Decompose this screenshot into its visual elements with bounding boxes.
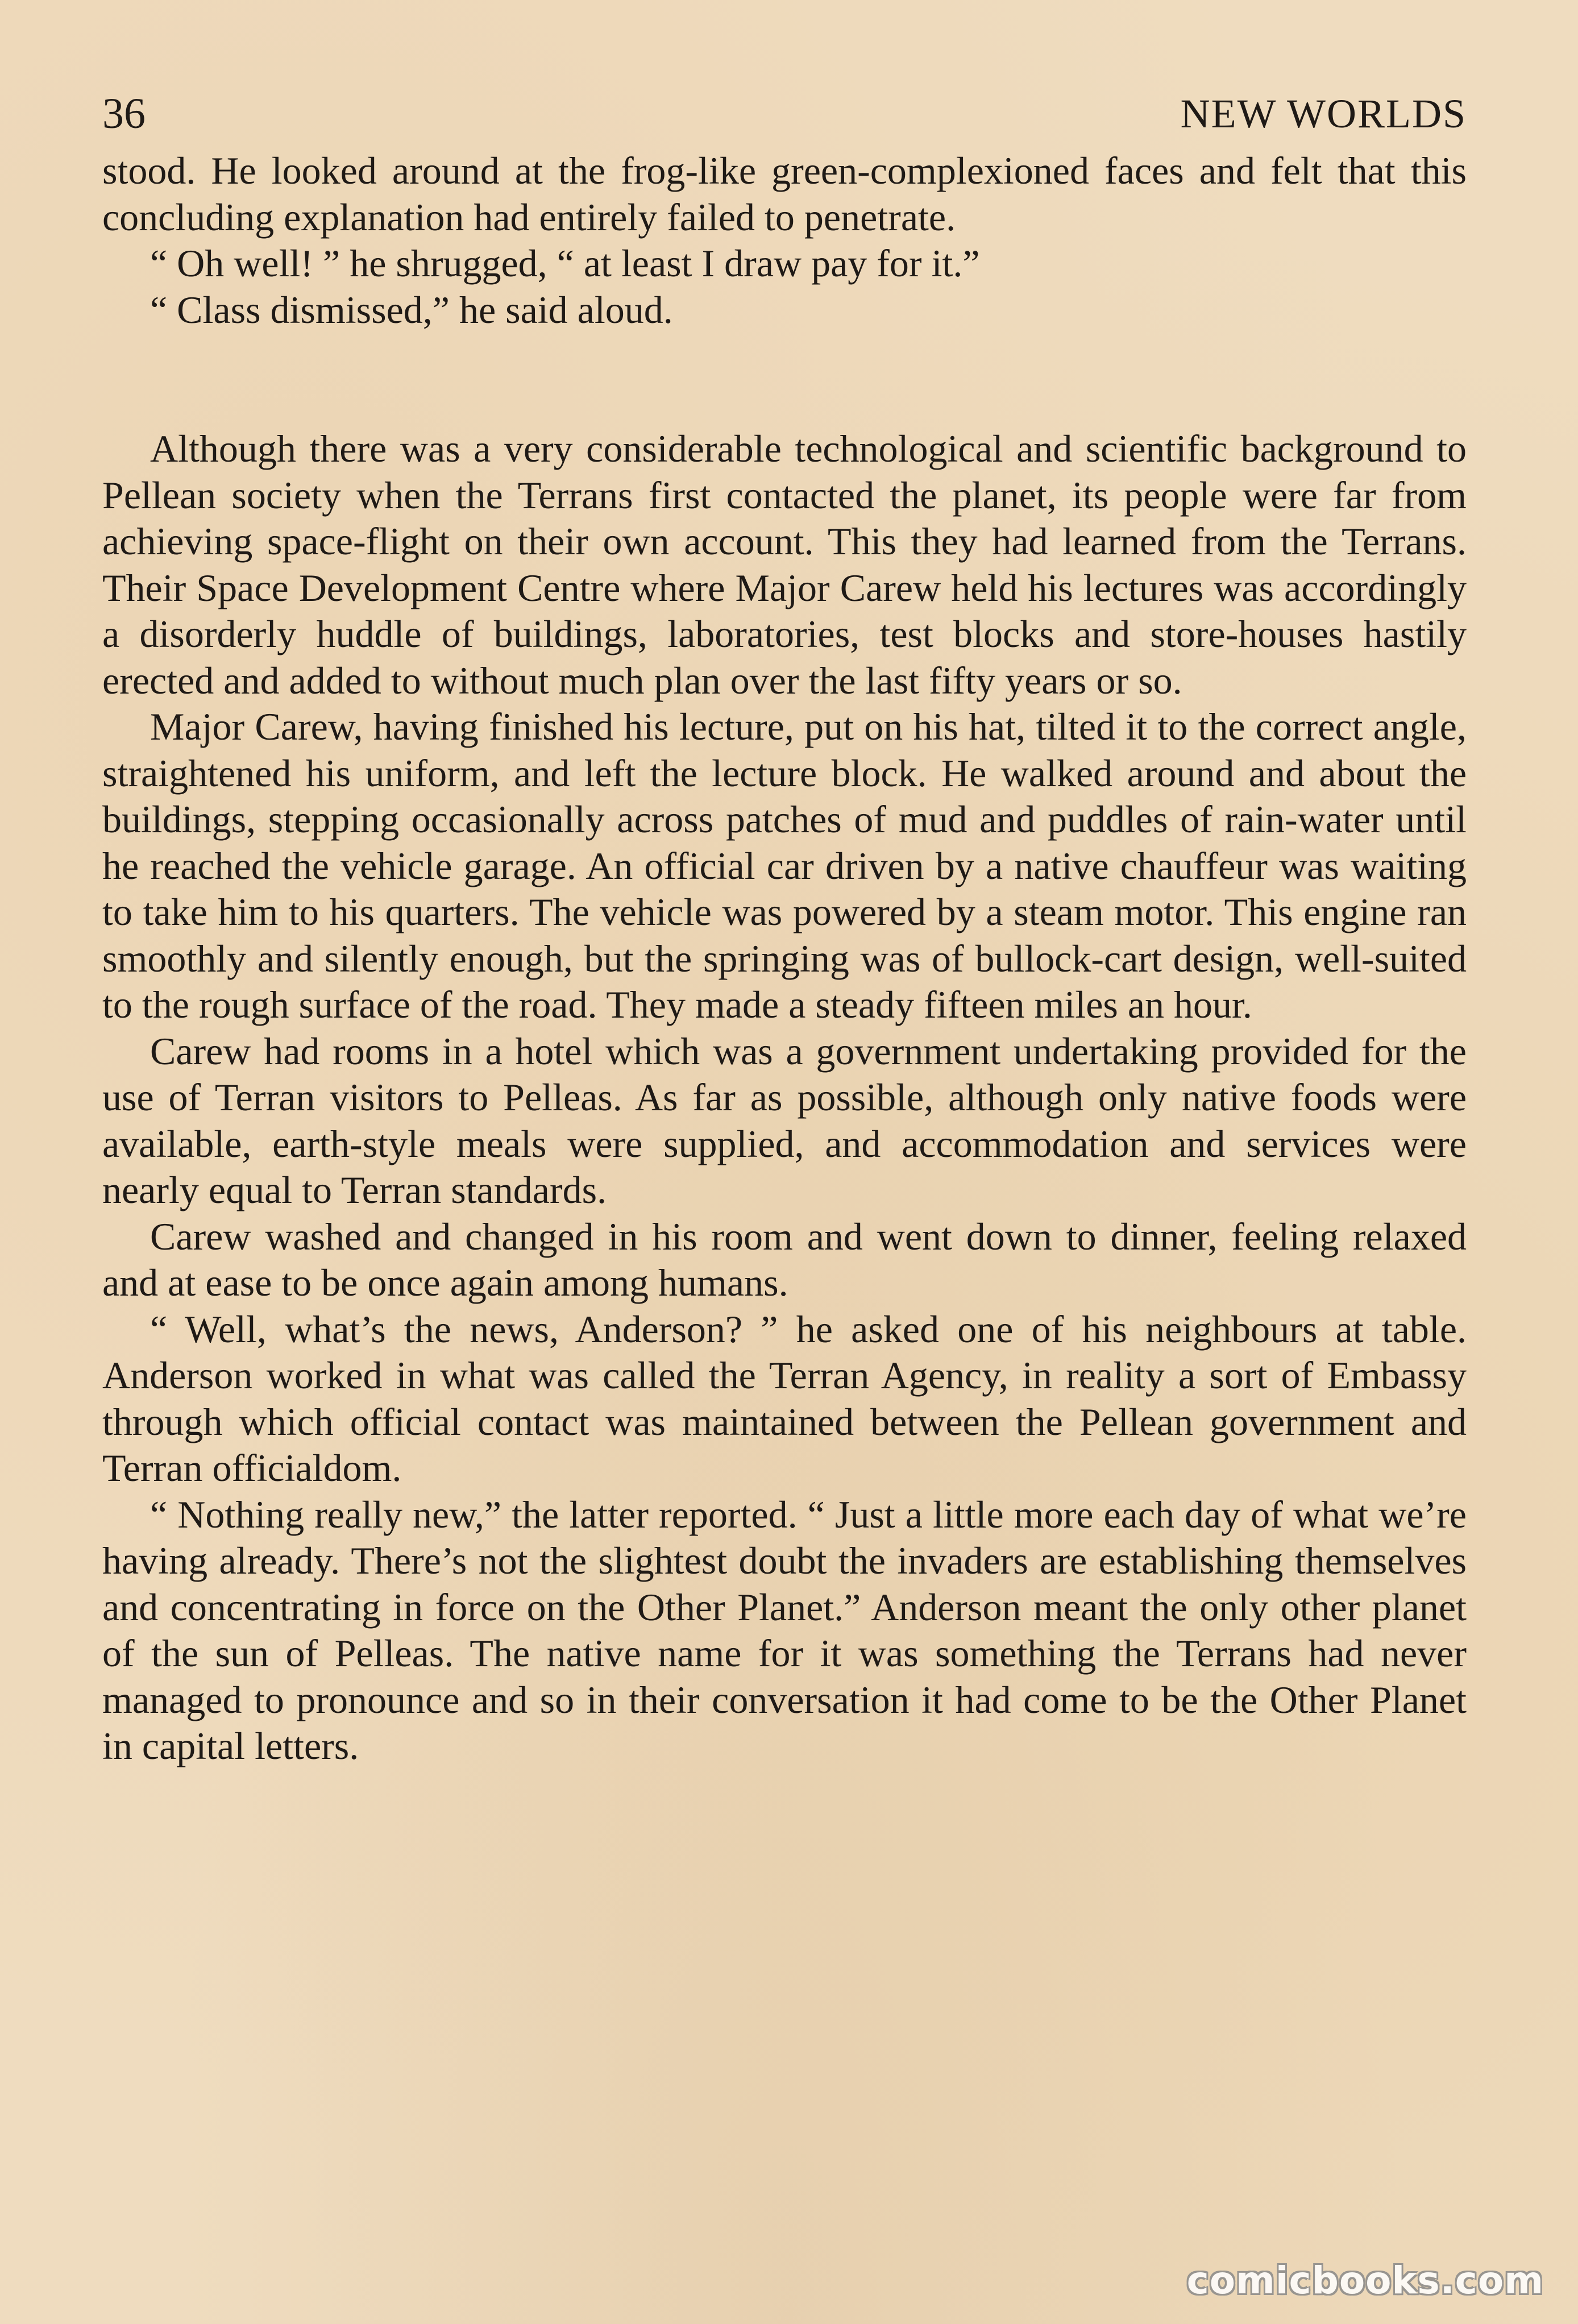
paragraph: Carew washed and changed in his room and went down to dinner, feeling relaxed and at ease to be once again among humans.: [102, 1214, 1467, 1304]
paragraph: “ Well, what’s the news, Anderson? ” he asked one of his neighbours at table. Anderson worked in what was called the Terran Agency, in reality a sort of Embassy through which official contact was maintained between the Pellean government and Terran officialdom.: [102, 1307, 1467, 1489]
paragraph: Carew had rooms in a hotel which was a government undertaking provided for the use of Terran visitors to Pelleas. As far as possible, although only native foods were available, earth-style meals were supplied, and accommodation and services were nearly equal to Terran standards.: [102, 1029, 1467, 1211]
book-page: [102, 85, 1467, 2246]
scene-break: [102, 333, 1467, 426]
page-header: [102, 85, 1467, 148]
paragraph: Although there was a very considerable technological and scientific background to Pellean society when the Terrans first contacted the planet, its people were far from achieving space-flight on their own account. This they had learned from the Terrans. Their Space Development Centre where Major Carew held his lectures was accordingly a disorderly huddle of buildings, laboratories, test blocks and store-houses hastily erected and added to without much plan over the last fifty years or so.: [102, 427, 1467, 702]
watermark: comicbooks.com: [1186, 2259, 1544, 2302]
paragraph: stood. He looked around at the frog-like green-complexioned faces and felt that this concluding explanation had entirely failed to penetrate.: [102, 149, 1467, 239]
body-text: [102, 148, 1467, 1770]
page-number: 36: [102, 90, 146, 138]
paragraph: “ Nothing really new,” the latter reported. “ Just a little more each day of what we’re having already. There’s not the slightest doubt the invaders are establishing themselves and concentrating in force on the Other Planet.” Anderson meant the only other planet of the sun of Pelleas. The native name for it was something the Terrans had never managed to pronounce and so in their conversation it had come to be the Other Planet in capital letters.: [102, 1492, 1467, 1767]
paragraph: Major Carew, having finished his lecture, put on his hat, tilted it to the correct angle, straightened his uniform, and left the lecture block. He walked around and about the buildings, stepping occasionally across patches of mud and puddles of rain-water until he reached the vehicle garage. An official car driven by a native chauffeur was waiting to take him to his quarters. The vehicle was powered by a steam motor. This engine ran smoothly and silently enough, but the springing was of bullock-cart design, well-suited to the rough surface of the road. They made a steady fifteen miles an hour.: [102, 705, 1467, 1026]
running-title: NEW WORLDS: [1180, 91, 1467, 136]
paragraph: “ Class dismissed,” he said aloud.: [150, 288, 673, 331]
paragraph: “ Oh well! ” he shrugged, “ at least I draw pay for it.”: [150, 242, 980, 285]
